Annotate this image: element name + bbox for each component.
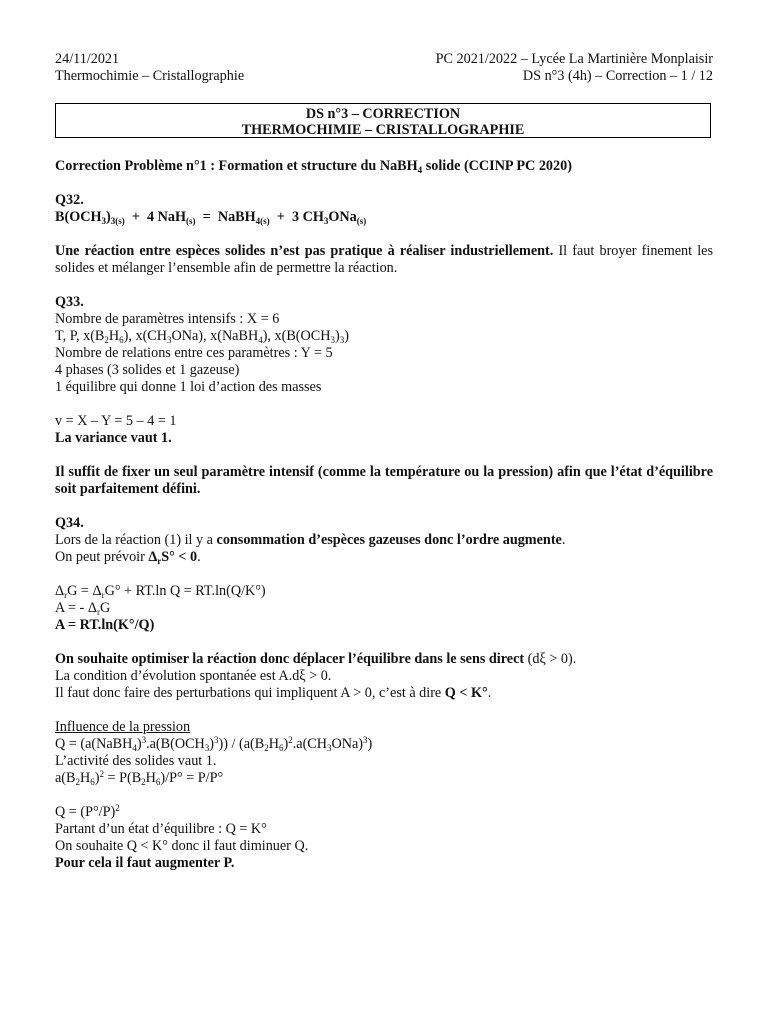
t: = P(B: [103, 770, 142, 786]
eq-part: + 4 NaH: [124, 209, 187, 225]
t: H: [145, 770, 156, 786]
eq-part: ): [106, 209, 111, 225]
q34-line-13: Partant d’un état d’équilibre : Q = K°: [55, 821, 267, 837]
t: ): [94, 770, 100, 786]
t: .: [561, 532, 566, 548]
t: )/P° = P/P°: [160, 770, 224, 786]
t: On peut prévoir: [55, 549, 149, 565]
t: ): [209, 736, 215, 752]
p: 2: [99, 769, 104, 779]
t: ), x(CH: [123, 328, 168, 344]
header-school: PC 2021/2022 – Lycée La Martinière Monplaisir: [435, 51, 713, 67]
t: G° + RT.ln Q = RT.ln(Q/K°): [104, 583, 266, 599]
q34-line-6: [55, 651, 713, 668]
p: 3: [363, 735, 368, 745]
q34-line-1: [55, 532, 713, 549]
s: r: [64, 590, 68, 600]
eq-sub: 3: [323, 216, 329, 226]
t: .: [487, 685, 492, 701]
t: ): [283, 736, 289, 752]
t: .a(CH: [292, 736, 327, 752]
s: 3: [167, 335, 172, 345]
p: 3: [141, 735, 147, 745]
eq-sub: 4(s): [255, 216, 270, 226]
s: 6: [119, 335, 124, 345]
title-line-1: DS n°3 – CORRECTION: [305, 106, 461, 122]
q34-line-11: [55, 770, 713, 787]
t: Lors de la réaction (1) il y a: [55, 532, 217, 548]
s: 6: [90, 777, 95, 787]
q34-line-8: [55, 685, 713, 702]
t-bold: Q < K°: [444, 685, 488, 701]
header-subject: Thermochimie – Cristallographie: [55, 68, 245, 84]
t: G: [99, 600, 111, 616]
t: Δ: [55, 583, 65, 599]
s: r: [96, 607, 100, 617]
q33-line-2: [55, 328, 713, 345]
eq-part: B(OCH: [55, 209, 102, 225]
q34-label: Q34.: [55, 515, 84, 531]
q34-line-15: Pour cela il faut augmenter P.: [55, 855, 235, 871]
q32-equation: [55, 209, 713, 226]
q32-para-bold: Une réaction entre espèces solides n’est pas pratique à réaliser industriellement.: [55, 243, 554, 259]
header-date: 24/11/2021: [55, 51, 120, 67]
s: 4: [258, 335, 263, 345]
t: .: [197, 549, 201, 565]
s: 2: [75, 777, 80, 787]
q32-para-rest: Il faut broyer finement les solides et mélanger l’ensemble afin de permettre la réaction.: [55, 243, 713, 276]
eq-sub: (s): [356, 216, 367, 226]
t: Q = (P°/P): [55, 804, 116, 820]
p: 2: [115, 803, 120, 813]
q33-line-5: 1 équilibre qui donne 1 loi d’action des masses: [55, 379, 322, 395]
t: (dξ > 0).: [524, 651, 577, 667]
title-line-2: THERMOCHIMIE – CRISTALLOGRAPHIE: [241, 122, 525, 138]
s: r: [101, 590, 105, 600]
t: H: [268, 736, 279, 752]
t: ), x(B(OCH: [262, 328, 331, 344]
header-page-ref: DS n°3 (4h) – Correction – 1 / 12: [522, 68, 713, 84]
t: .a(B(OCH: [146, 736, 205, 752]
t: ): [136, 736, 142, 752]
header-right: [436, 51, 713, 85]
s: 3: [339, 335, 345, 345]
t: a(B: [55, 770, 76, 786]
s: 4: [132, 743, 137, 753]
s: 3: [330, 335, 335, 345]
q33-line-1: Nombre de paramètres intensifs : X = 6: [55, 311, 280, 327]
t: H: [108, 328, 120, 344]
eq-sub: 3(s): [110, 216, 125, 226]
eq-sub: 3: [101, 216, 107, 226]
s: 2: [141, 777, 146, 787]
eq-part: ONa: [328, 209, 357, 225]
q33-line-4: 4 phases (3 solides et 1 gazeuse): [55, 362, 240, 378]
problem-heading-text: Correction Problème n°1 : Formation et structure du NaBH: [55, 158, 418, 174]
pressure-heading: Influence de la pression: [55, 719, 191, 735]
q34-line-5: A = RT.ln(K°/Q): [55, 617, 155, 633]
t-bold: Δ: [148, 549, 158, 565]
q32-paragraph: [55, 243, 713, 277]
q34-line-3: [55, 583, 713, 600]
t-bold: consommation d’espèces gazeuses donc l’ordre augmente: [216, 532, 562, 548]
s: 3: [204, 743, 210, 753]
t: ONa): [331, 736, 364, 752]
q32-label: Q32.: [55, 192, 84, 208]
p: 2: [288, 735, 293, 745]
t: )) / (a(B: [218, 736, 265, 752]
q33-label: Q33.: [55, 294, 84, 310]
s: 6: [155, 777, 161, 787]
q33-line-7: La variance vaut 1.: [55, 430, 172, 446]
q34-line-4: [55, 600, 713, 617]
t-bold: On souhaite optimiser la réaction donc déplacer l’équilibre dans le sens direct: [55, 651, 525, 667]
q33-paragraph: Il suffit de fixer un seul paramètre intensif (comme la température ou la pression) afin que l’état d’équilibre soit parfaitement défini.: [55, 464, 713, 497]
p: 3: [214, 735, 219, 745]
q34-line-10: L’activité des solides vaut 1.: [55, 753, 217, 769]
q34-line-7: La condition d’évolution spontanée est A.dξ > 0.: [55, 668, 332, 684]
q34-line-12: [55, 804, 713, 821]
t: A = - Δ: [55, 600, 97, 616]
q34-line-2: [55, 549, 713, 566]
s: 3: [327, 743, 332, 753]
t: Q = (a(NaBH: [55, 736, 133, 752]
t-bold: S° < 0: [161, 549, 198, 565]
t: ): [334, 328, 340, 344]
t: ONa), x(NaBH: [171, 328, 259, 344]
t: ): [367, 736, 373, 752]
t: H: [80, 770, 91, 786]
q33-line-6: v = X – Y = 5 – 4 = 1: [55, 413, 177, 429]
t: T, P, x(B: [55, 328, 105, 344]
eq-part: = NaBH: [195, 209, 256, 225]
s: 2: [264, 743, 269, 753]
eq-sub: (s): [186, 216, 196, 226]
problem-heading-suffix: solide (CCINP PC 2020): [422, 158, 572, 174]
q34-line-9: [55, 736, 713, 753]
title-box: [55, 103, 711, 138]
eq-part: + 3 CH: [269, 209, 324, 225]
t: ): [344, 328, 349, 344]
q34-line-14: On souhaite Q < K° donc il faut diminuer Q.: [55, 838, 309, 854]
s: 2: [104, 335, 109, 345]
s: 6: [278, 743, 284, 753]
header-left: [55, 51, 244, 85]
s: r: [157, 556, 162, 566]
problem-heading-sub: 4: [417, 165, 423, 175]
q33-line-3: Nombre de relations entre ces paramètres : Y = 5: [55, 345, 333, 361]
t: Il faut donc faire des perturbations qui impliquent A > 0, c’est à dire: [55, 685, 445, 701]
problem-heading: [55, 158, 713, 175]
t: G = Δ: [67, 583, 102, 599]
document-body: [55, 158, 713, 872]
